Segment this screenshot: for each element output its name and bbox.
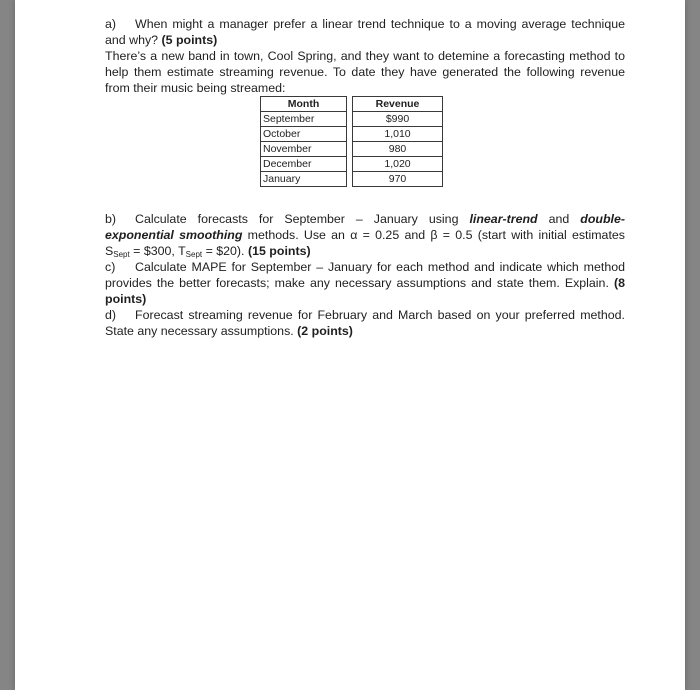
table-row <box>261 157 443 172</box>
document-content <box>105 16 625 339</box>
header-month: Month <box>261 97 347 112</box>
question-b-text3: methods. Use an α = 0.25 and β = 0.5 (start with initial estimates S <box>105 228 625 258</box>
question-c-text: Calculate MAPE for September – January for each method and indicate which method provides the better forecasts; make any necessary assumptions and state them. Explain. <box>105 260 625 290</box>
revenue-cell: 970 <box>353 172 443 187</box>
revenue-cell: 1,020 <box>353 157 443 172</box>
question-c <box>105 259 625 307</box>
table-row <box>261 127 443 142</box>
revenue-table <box>260 96 443 187</box>
question-b-label: b) <box>105 212 117 226</box>
question-c-points: (8 points) <box>105 276 625 306</box>
question-a-label: a) <box>105 17 117 31</box>
question-b-text1: Calculate forecasts for September – January using <box>135 212 470 226</box>
question-a-text: When might a manager prefer a linear trend technique to a moving average technique and why? <box>105 17 625 47</box>
question-d-label: d) <box>105 308 117 322</box>
question-b-s-val: = $300, T <box>129 244 186 258</box>
month-cell: October <box>261 127 347 142</box>
table-header-row <box>261 97 443 112</box>
intro-paragraph: There’s a new band in town, Cool Spring, and they want to detemine a forecasting method to help them estimate streaming revenue. To date they have generated the following revenue from their music being streamed: <box>105 49 625 95</box>
question-a-points: (5 points) <box>161 33 218 47</box>
question-d-points: (2 points) <box>297 324 353 338</box>
question-d <box>105 307 625 339</box>
month-cell: December <box>261 157 347 172</box>
question-d-text: Forecast streaming revenue for February and March based on your preferred method. State any necessary assumptions. <box>105 308 625 338</box>
month-cell: November <box>261 142 347 157</box>
question-b-points: (15 points) <box>247 244 311 258</box>
revenue-cell: $990 <box>353 112 443 127</box>
question-b-t-val: = $20). <box>202 244 245 258</box>
month-cell: September <box>261 112 347 127</box>
table-row <box>261 172 443 187</box>
question-a <box>105 16 625 48</box>
revenue-table-wrap <box>105 96 625 187</box>
month-cell: January <box>261 172 347 187</box>
t-sept-subscript: Sept <box>185 250 203 259</box>
revenue-cell: 1,010 <box>353 127 443 142</box>
revenue-cell: 980 <box>353 142 443 157</box>
question-b-method2: double- exponential smoothing <box>105 212 626 242</box>
header-revenue: Revenue <box>353 97 443 112</box>
document-page <box>15 0 685 690</box>
question-b <box>105 211 625 259</box>
question-c-label: c) <box>105 260 116 274</box>
table-row <box>261 142 443 157</box>
question-b-method1: linear-trend <box>469 212 538 226</box>
s-sept-subscript: Sept <box>113 250 130 259</box>
question-b-text2: and <box>537 212 581 226</box>
table-row <box>261 112 443 127</box>
